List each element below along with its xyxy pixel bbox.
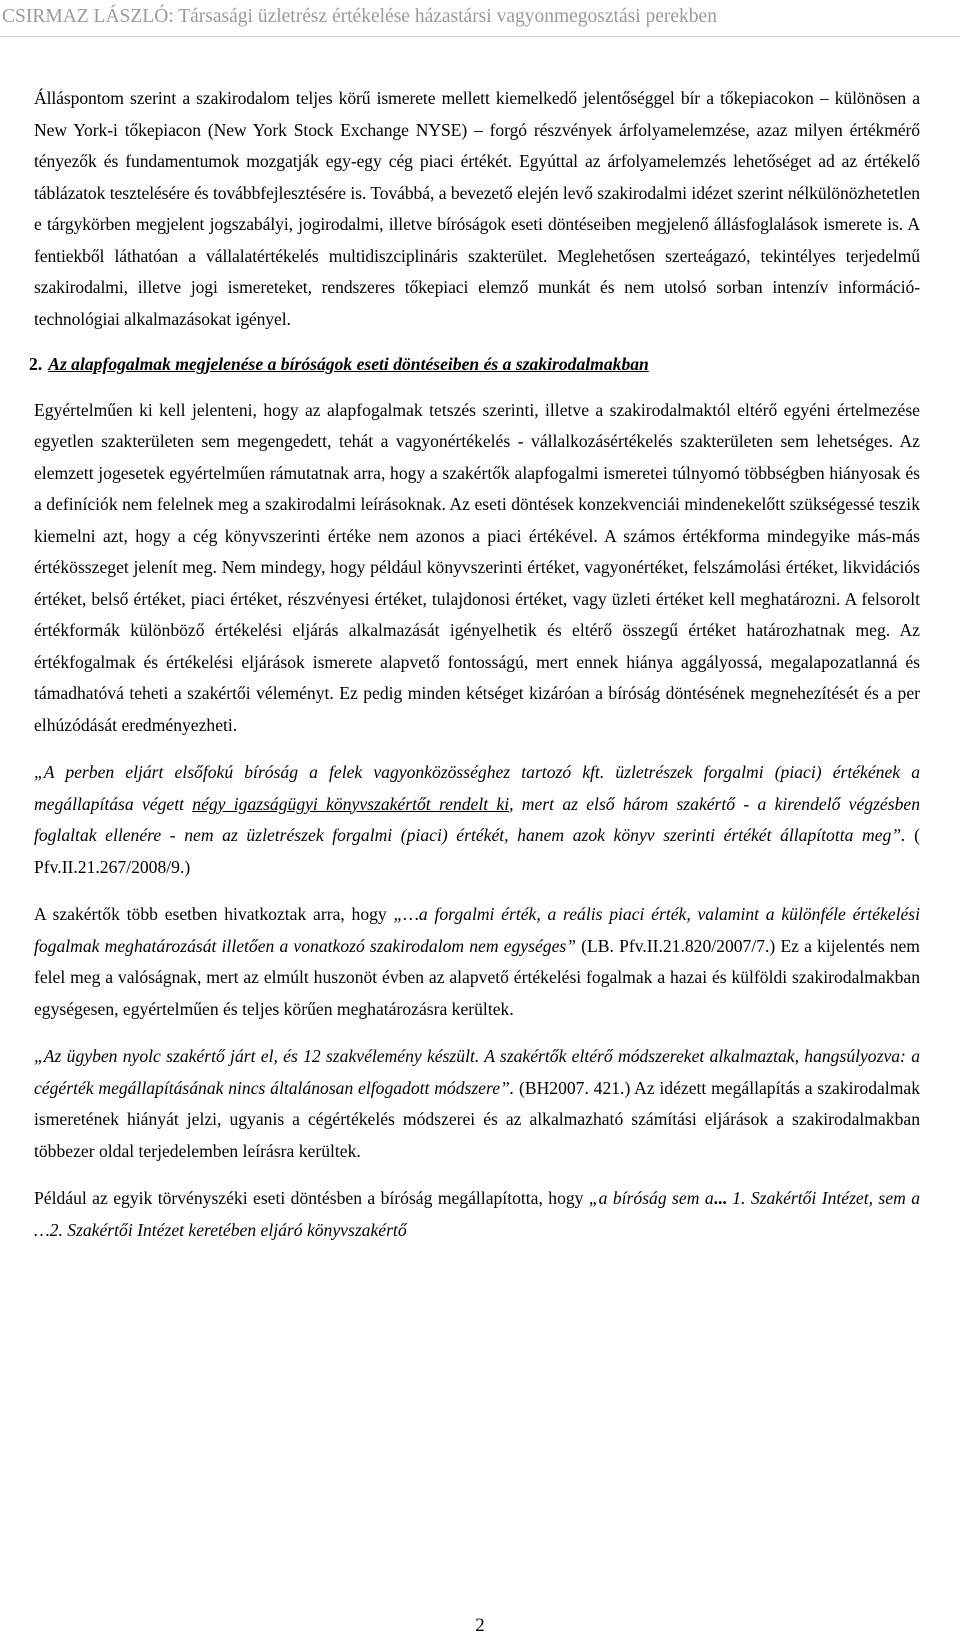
quote-1-reference: ( Pfv.II.21.267/2008/9.) (34, 825, 920, 877)
quote-1-underlined: négy igazságügyi könyvszakértőt rendelt ki (192, 793, 510, 814)
paragraph-3-lead: A szakértők több esetben hivatkoztak arra, hogy (34, 904, 394, 924)
paragraph-4-lead: Például az egyik törvényszéki eseti döntésben a bíróság megállapította, hogy (34, 1188, 589, 1208)
paragraph-4-ellipsis: ... (713, 1188, 727, 1208)
quote-2 (34, 1041, 920, 1167)
page-body (29, 83, 921, 1246)
section-heading (29, 349, 920, 381)
page-number: 2 (475, 1615, 485, 1636)
section-title: Az alapfogalmak megjelenése a bíróságok eseti döntéseiben és a szakirodalmakban (48, 354, 649, 374)
quote-1-text-a: „A perben eljárt elsőfokú bíróság a felek vagyonközösséghez tartozó kft. üzletrészek forgalmi (piaci) értékének a megállapítása végett (34, 762, 920, 814)
quote-2-text: „Az ügyben nyolc szakértő járt el, és 12 szakvélemény készült. A szakértők eltérő módszereket alkalmaztak, hangsúlyozva: a cégérték megállapításának nincs általánosan elfogadott módszere”. (34, 1046, 920, 1098)
quote-1-text-b: , mert az első három szakértő - a kirendelő végzésben foglaltak ellenére - nem az üzletrészek forgalmi (piaci) értékét, hanem azok könyv szerinti értékét állapította meg”. (34, 793, 920, 845)
quote-2-rest: (BH2007. 421.) Az idézett megállapítás a szakirodalmak ismeretének hiányát jelzi, ugyanis a cégértékelés módszerei és az alkalmazható számítási eljárások a szakirodalmakban többezer oldal terjedelemben leírásra kerültek. (34, 1077, 920, 1161)
paragraph-4-quote-a: „a bíróság sem a (588, 1188, 714, 1208)
paragraph-3-quote: „…a forgalmi érték, a reális piaci érték, valamint a különféle értékelési fogalmak meghatározását illetően a vonatkozó szakirodalom nem egységes” (34, 904, 921, 956)
section-number: 2. (29, 354, 43, 374)
running-header: CSIRMAZ LÁSZLÓ: Társasági üzletrész értékelése házastársi vagyonmegosztási perekben (2, 6, 717, 27)
paragraph-1: Álláspontom szerint a szakirodalom teljes körű ismerete mellett kiemelkedő jelentőséggel bír a tőkepiacokon – különösen a New York-i tőkepiacon (New York Stock Exchange NYSE) – forgó részvények árfolyamelemzése, azaz milyen értékmérő tényezők és fundamentumok mozgatják egy-egy cég piaci értékét. Egyúttal az árfolyamelemzés lehetőséget ad az értékelő táblázatok tesztelésére és továbbfejlesztésére is. Továbbá, a bevezető elején levő szakirodalmi idézet szerint nélkülönözhetetlen e tárgykörben megjelent jogszabályi, jogirodalmi, illetve bíróságok eseti döntéseiben megjelenő állásfoglalások ismerete is. A fentiekből láthatóan a vállalatértékelés multidiszciplináris szakterület. Meglehetősen szerteágazó, tekintélyes terjedelmű szakirodalmi, illetve jogi ismereteket, rendszeres tőkepiaci elemző munkát és nem utolsó sorban intenzív információ-technológiai alkalmazásokat igényel. (34, 88, 920, 329)
quote-1 (34, 757, 920, 883)
header-divider (0, 36, 960, 37)
paragraph-4-quote-b: 1. Szakértői Intézet, sem a …2. Szakértői Intézet keretében eljáró könyvszakértő (34, 1188, 920, 1240)
paragraph-2: Egyértelműen ki kell jelenteni, hogy az alapfogalmak tetszés szerinti, illetve a szakirodalmaktól eltérő egyéni értelmezése egyetlen szakterületen sem megengedett, tehát a vagyonértékelés - vállalkozásértékelés szakterületen sem lehetséges. Az elemzett jogesetek egyértelműen rámutatnak arra, hogy a szakértők alapfogalmi ismeretei túlnyomó többségben hiányosak és a definíciók nem felelnek meg a szakirodalmi leírásoknak. Az eseti döntések konzekvenciái mindenekelőtt szükségessé teszik kiemelni azt, hogy a cég könyvszerinti értéke nem azonos a piaci értékével. A számos értékforma mindegyike más-más értékösszeget jelenít meg. Nem mindegy, hogy például könyvszerinti értéket, vagyonértéket, felszámolási értéket, likvidációs értéket, belső értéket, piaci értéket, részvényesi értéket, tulajdonosi értéket, vagy üzleti értéket kell meghatározni. A felsorolt értékformák különböző értékelési eljárás alkalmazását igényelhetik és eltérő összegű értéket határozhatnak meg. Az értékfogalmak és értékelési eljárások ismerete alapvető fontosságú, mert ennek hiánya aggályossá, megalapozatlanná és támadhatóvá teheti a szakértői véleményt. Ez pedig minden kétséget kizáróan a bíróság döntésének megnehezítését és a per elhúzódását eredményezheti. (34, 399, 920, 735)
paragraph-3-rest: (LB. Pfv.II.21.820/2007/7.) Ez a kijelentés nem felel meg a valóságnak, mert az elmúlt huszonöt évben az alapvető értékelési fogalmak a hazai és külföldi szakirodalmakban egységesen, egyértelműen és teljes körűen meghatározásra kerültek. (34, 935, 920, 1019)
paragraph-3 (34, 899, 920, 1025)
paragraph-4 (34, 1183, 920, 1246)
